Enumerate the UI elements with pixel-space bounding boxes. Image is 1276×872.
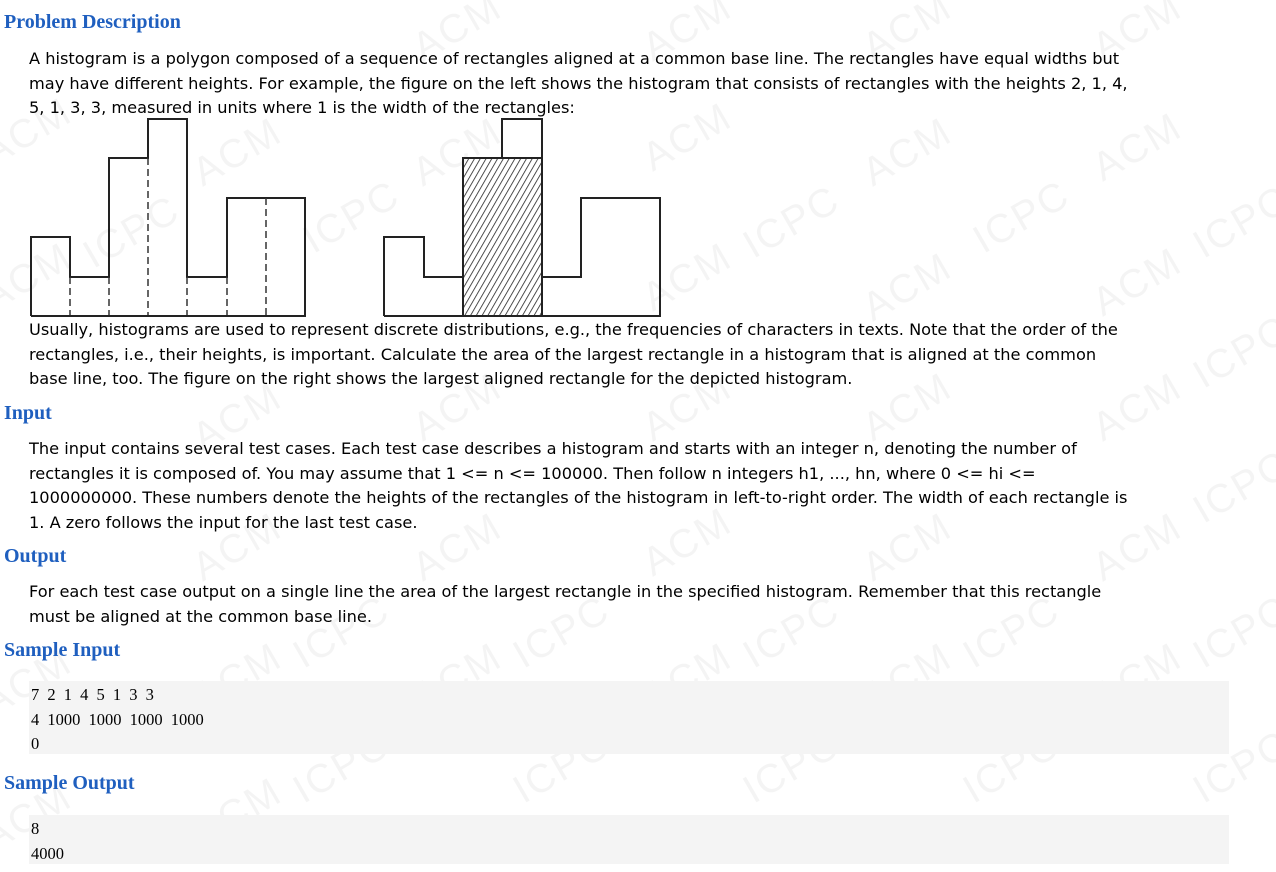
largest-rectangle-highlight xyxy=(463,158,542,316)
section-title-output: Output xyxy=(4,545,67,567)
text-line: may have different heights. For example, the figure on the left shows the histogram that consists of rectangles with the heights 2, 1, 4, xyxy=(29,73,1128,93)
watermark xyxy=(1186,177,1276,268)
output-description xyxy=(29,580,1234,629)
text-line: For each test case output on a single line the area of the largest rectangle in the specified histogram. Remember that this rectangle xyxy=(29,582,1102,601)
text-line: must be aligned at the common base line. xyxy=(29,606,373,626)
text-line: A histogram is a polygon composed of a sequence of rectangles aligned at a common base line. The rectangles have equal widths but xyxy=(29,49,1120,68)
histogram-figure-left xyxy=(29,118,309,318)
text-line: rectangles, i.e., their heights, is important. Calculate the area of the largest rectangle in a histogram that is aligned at the common xyxy=(29,344,1097,364)
watermark xyxy=(736,177,848,268)
problem-description-paragraph-2 xyxy=(29,318,1234,392)
text-line: 1. A zero follows the input for the last test case. xyxy=(29,512,418,532)
sample-input-line: 0 xyxy=(31,734,40,753)
sample-input-line: 7 2 1 4 5 1 3 3 xyxy=(31,685,154,704)
sample-output-line: 4000 xyxy=(31,843,64,863)
text-line: 1000000000. These numbers denote the heights of the rectangles of the histogram in left-to-right order. The width of each rectangle is xyxy=(29,488,1128,507)
problem-description-paragraph-1 xyxy=(29,47,1234,121)
section-title-sample-output: Sample Output xyxy=(4,772,135,794)
input-description xyxy=(29,437,1234,535)
sample-output-block[interactable] xyxy=(29,815,1229,864)
sample-input-line: 4 1000 1000 1000 1000 xyxy=(31,709,204,729)
text-line: The input contains several test cases. Each test case describes a histogram and starts with an integer n, denoting the number of xyxy=(29,439,1077,458)
text-line: rectangles it is composed of. You may assume that 1 <= n <= 100000. Then follow n integers h1, ..., hn, where 0 <= hi <= xyxy=(29,463,1036,483)
section-title-sample-input: Sample Input xyxy=(4,639,121,661)
text-line: 5, 1, 3, 3, measured in units where 1 is the width of the rectangles: xyxy=(29,98,575,117)
text-line: Usually, histograms are used to represent discrete distributions, e.g., the frequencies of characters in texts. Note that the order of the xyxy=(29,320,1118,339)
sample-input-block[interactable] xyxy=(29,681,1229,754)
histogram-figure-right xyxy=(382,118,664,318)
text-line: base line, too. The figure on the right shows the largest aligned rectangle for the depicted histogram. xyxy=(29,369,853,388)
section-title-input: Input xyxy=(4,402,52,424)
watermark xyxy=(966,172,1078,263)
section-title-problem-description: Problem Description xyxy=(4,11,181,33)
watermark xyxy=(855,109,960,195)
sample-output-line: 8 xyxy=(31,819,40,838)
watermark xyxy=(1085,239,1190,325)
